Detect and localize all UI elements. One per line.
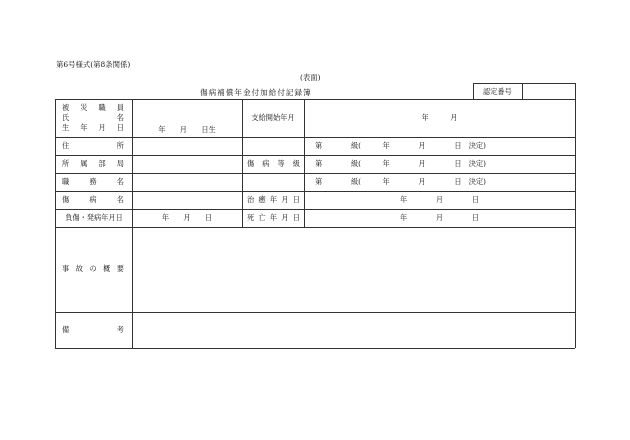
grade-entry-3[interactable]: 第 級( 年 月 日 決定) <box>315 177 486 186</box>
position-label: 職 務 名 <box>62 177 124 186</box>
page-title: 傷病補償年金付加給付記録簿 <box>200 88 312 97</box>
payment-start-value[interactable]: 年 月 <box>421 113 458 122</box>
department-label: 所 属 部 局 <box>62 159 124 168</box>
death-date-label: 死 亡 年 月 日 <box>247 213 300 222</box>
cert-divider-line <box>522 83 523 99</box>
row-line-7 <box>55 312 575 313</box>
row-line-1 <box>55 137 575 138</box>
cert-left-line <box>473 83 474 99</box>
cert-top-line <box>473 83 575 84</box>
label-column-line <box>132 99 133 348</box>
injury-date-label: 負傷・発病年月日 <box>65 213 123 222</box>
row-line-3 <box>55 173 575 174</box>
page-subtitle: (表面) <box>300 73 321 82</box>
grade-label: 傷 病 等 級 <box>247 159 300 168</box>
table-bottom-line <box>55 348 575 349</box>
form-number-label: 第6号様式(第8条関係) <box>56 60 131 69</box>
remarks-label: 備 考 <box>62 325 124 334</box>
row-line-6 <box>55 227 575 228</box>
death-date-value[interactable]: 年 月 日 <box>399 213 480 222</box>
dob-label: 生 年 月 日 <box>62 123 124 132</box>
cert-right-line <box>575 83 576 99</box>
table-right-line <box>575 99 576 348</box>
cure-date-value[interactable]: 年 月 日 <box>399 195 480 204</box>
middle-column-line <box>242 99 243 227</box>
row-line-2 <box>55 155 575 156</box>
table-left-line <box>55 99 56 348</box>
table-top-line <box>55 99 575 100</box>
disease-label: 傷 病 名 <box>62 195 124 204</box>
victim-label: 被 災 職 員 <box>62 103 124 112</box>
row-line-4 <box>55 191 575 192</box>
payment-start-label: 支給開始年月 <box>251 113 295 122</box>
grade-entry-2[interactable]: 第 級( 年 月 日 決定) <box>315 159 486 168</box>
row-line-5 <box>55 209 575 210</box>
cert-label: 認定番号 <box>483 87 512 96</box>
cure-date-label: 治 癒 年 月 日 <box>247 195 300 204</box>
dob-value[interactable]: 年 月 日生 <box>158 125 216 134</box>
name-label: 氏 名 <box>62 113 124 122</box>
summary-label: 事 故 の 概 要 <box>62 264 124 273</box>
injury-date-value[interactable]: 年 月 日 <box>161 213 213 222</box>
address-label: 住 所 <box>62 141 124 150</box>
grade-entry-1[interactable]: 第 級( 年 月 日 決定) <box>315 141 486 150</box>
